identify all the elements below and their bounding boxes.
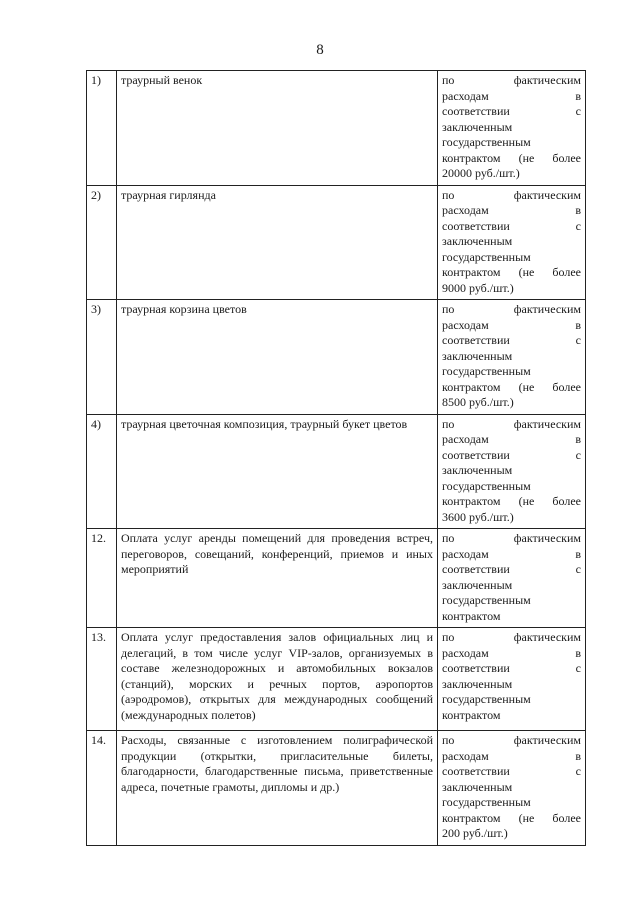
cost-limit-line: по фактическим [442,73,581,87]
row-description: Расходы, связанные с изготовлением полиграфической продукции (открытки, пригласительные билеты, благодарности, благодарственные письма, приветственные адреса, почетные грамоты, дипломы и др.) [117,731,438,846]
cost-limit-line: заключенным [442,348,513,363]
cost-limit-line: соответствии с [442,447,581,462]
row-cost-limit [438,414,586,529]
cost-limit-line: соответствии с [442,218,581,233]
cost-limit-line: 8500 руб./шт.) [442,395,514,409]
cost-limit-line: по фактическим [442,733,581,747]
cost-limit-line: контрактом (не более [442,810,581,825]
table-row [87,731,586,846]
cost-limit-line: контрактом [442,707,501,722]
row-number: 3) [87,300,117,415]
cost-limit-line: 3600 руб./шт.) [442,509,514,524]
cost-limit-line: расходам в [442,88,581,103]
cost-limit-line: контрактом [442,608,501,623]
row-cost-limit [438,71,586,186]
row-number: 1) [87,71,117,186]
table-row [87,71,586,186]
row-cost-limit [438,300,586,415]
cost-limit-line: 200 руб./шт.) [442,826,508,840]
cost-limit-line: соответствии с [442,562,581,576]
cost-limit-line: соответствии с [442,333,581,347]
cost-limit-line: государственным [442,692,531,706]
cost-limit-line: по фактическим [442,187,581,202]
expenses-table [86,70,586,846]
row-description: Оплата услуг аренды помещений для проведения встреч, переговоров, совещаний, конференций, приемов и иных мероприятий [117,529,438,628]
cost-limit-line: заключенным [442,119,513,134]
table-row [87,628,586,731]
row-number: 4) [87,414,117,529]
cost-limit-line: государственным [442,795,531,809]
table-row [87,300,586,415]
cost-limit-line: расходам в [442,432,581,446]
cost-limit-line: расходам в [442,645,581,660]
cost-limit-line: заключенным [442,676,513,691]
cost-limit-line: контрактом (не более [442,494,581,508]
expenses-table-body [87,71,586,846]
cost-limit-line: заключенным [442,779,513,794]
page-number: 8 [316,42,324,58]
cost-limit-line: 20000 руб./шт.) [442,166,520,180]
cost-limit-line: заключенным [442,577,513,592]
row-cost-limit [438,628,586,731]
row-cost-limit [438,529,586,628]
cost-limit-line: расходам в [442,317,581,332]
cost-limit-line: расходам в [442,203,581,217]
cost-limit-line: контрактом (не более [442,265,581,279]
cost-limit-line: расходам в [442,546,581,561]
cost-limit-line: заключенным [442,463,513,477]
cost-limit-line: государственным [442,249,531,264]
cost-limit-line: государственным [442,478,531,493]
cost-limit-line: соответствии с [442,764,581,778]
cost-limit-line: 9000 руб./шт.) [442,280,514,295]
row-number: 13. [87,628,117,731]
table-row [87,414,586,529]
cost-limit-line: по фактическим [442,630,581,644]
row-description: Оплата услуг предоставления залов официальных лиц и делегаций, в том числе услуг VIP-залов, организуемых в составе железнодорожных и автомобильных вокзалов (станций), морских и речных портов, аэропортов (аэродромов), открытых для международных сообщений (международных полетов) [117,628,438,731]
cost-limit-line: соответствии с [442,661,581,675]
row-number: 14. [87,731,117,846]
row-description: траурная корзина цветов [117,300,438,415]
cost-limit-line: по фактическим [442,416,581,431]
row-cost-limit [438,731,586,846]
cost-limit-line: по фактическим [442,302,581,316]
cost-limit-line: государственным [442,593,531,607]
table-row [87,185,586,300]
cost-limit-line: по фактическим [442,531,581,545]
row-description: траурный венок [117,71,438,186]
cost-limit-line: соответствии с [442,104,581,118]
row-description: траурная гирлянда [117,185,438,300]
row-number: 2) [87,185,117,300]
row-cost-limit [438,185,586,300]
table-row [87,529,586,628]
cost-limit-line: контрактом (не более [442,150,581,165]
cost-limit-line: заключенным [442,234,513,248]
cost-limit-line: расходам в [442,748,581,763]
cost-limit-line: государственным [442,135,531,149]
cost-limit-line: государственным [442,364,531,378]
row-description: траурная цветочная композиция, траурный букет цветов [117,414,438,529]
row-number: 12. [87,529,117,628]
cost-limit-line: контрактом (не более [442,379,581,394]
